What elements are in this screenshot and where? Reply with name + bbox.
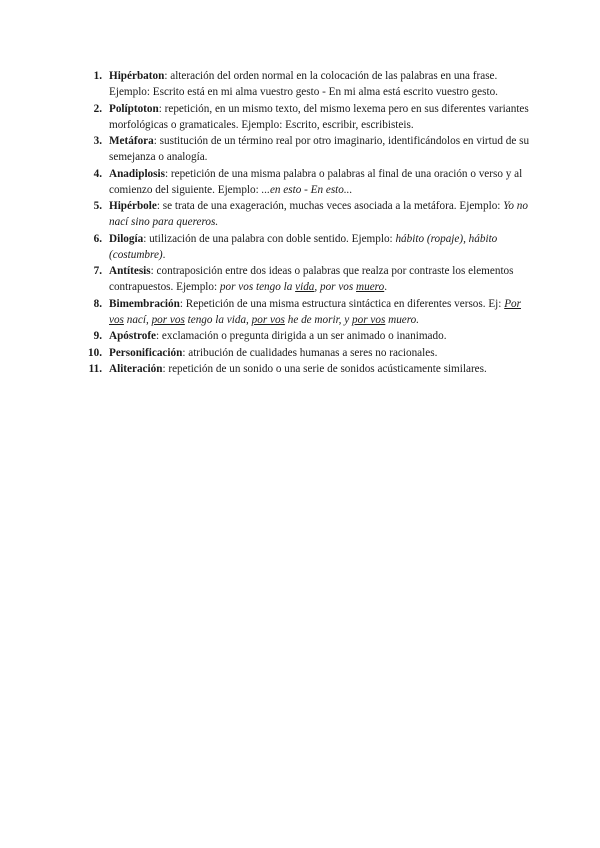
list-item-poliptoton [80, 101, 535, 133]
item-example-end: . [384, 281, 388, 293]
item-example-italic: he de morir, y [284, 313, 353, 326]
item-term: Apóstrofe [109, 330, 157, 342]
item-example-underlined: muero [356, 281, 385, 293]
item-definition: : se trata de una exageración, muchas veces asociada a la metáfora. Ejemplo: [156, 200, 504, 212]
item-number: 8. [93, 297, 102, 310]
item-number: 6. [93, 232, 102, 245]
item-definition: : atribución de cualidades humanas a seres no racionales. [182, 346, 438, 359]
list-item-aliteracion [80, 361, 535, 377]
item-example-italic: por vos tengo la [219, 281, 296, 293]
item-term: Bimembración [109, 297, 180, 310]
item-term: Antítesis [109, 265, 151, 277]
item-example-italic: Yo no nací sino para quereros. [109, 200, 528, 228]
item-example-italic: tengo la vida, [184, 313, 252, 326]
list-item-hiperbaton [80, 68, 535, 100]
item-number: 2. [93, 102, 102, 115]
item-number: 4. [93, 167, 102, 180]
item-example-underlined: por vos [151, 313, 185, 326]
item-term: Hipérbole [109, 200, 157, 212]
item-definition: : repetición de un sonido o una serie de sonidos acústicamente similares. [162, 363, 487, 375]
item-example: Ejemplo: Escrito está en mi alma vuestro gesto - En mi alma está escrito vuestro gesto. [109, 86, 498, 98]
list-item-personificacion [80, 345, 535, 361]
item-number: 11. [88, 363, 102, 375]
item-example-italic: muero. [385, 313, 420, 326]
list-item-apostrofe [80, 328, 535, 344]
item-number: 1. [93, 70, 102, 82]
item-definition: : repetición de una misma palabra o palabras al final de una oración o verso y al comienzo del siguiente. Ejemplo: [109, 167, 523, 196]
item-definition: : sustitución de un término real por otro imaginario, identificándolos en virtud de su semejanza o analogía. [109, 135, 530, 163]
list-item-antitesis [80, 263, 535, 295]
item-number: 5. [93, 200, 102, 212]
item-example-underlined: por vos [251, 313, 285, 326]
item-number: 3. [93, 135, 102, 147]
item-example-italic: , por vos [314, 281, 357, 293]
item-definition: : Repetición de una misma estructura sintáctica en diferentes versos. Ej: [179, 297, 505, 310]
list-item-bimembracion [80, 296, 535, 328]
item-number: 7. [93, 265, 102, 277]
item-number: 10. [88, 346, 102, 359]
item-definition: : contraposición entre dos ideas o palabras que realza por contraste los elementos contrapuestos. Ejemplo: [109, 265, 514, 293]
item-example-end: . [162, 248, 166, 261]
item-term: Aliteración [109, 363, 163, 375]
item-term: Metáfora [109, 135, 154, 147]
item-example-italic: hábito (ropaje), hábito (costumbre) [109, 232, 498, 261]
item-example-underlined: por vos [352, 313, 386, 326]
item-definition: : exclamación o pregunta dirigida a un ser animado o inanimado. [156, 330, 447, 342]
list-item-anadiplosis [80, 166, 535, 198]
item-term: Hipérbaton [109, 70, 165, 82]
item-example-underlined: Por vos [109, 297, 521, 326]
item-term: Dilogía [109, 232, 144, 245]
item-term: Anadiplosis [109, 167, 165, 180]
list-item-hiperbole [80, 198, 535, 230]
item-definition: : repetición, en un mismo texto, del mismo lexema pero en sus diferentes variantes morfológicas o gramaticales. Ejemplo: Escrito, escribir, escribisteis. [109, 102, 529, 131]
item-definition: : alteración del orden normal en la colocación de las palabras en una frase. [164, 70, 498, 82]
item-term: Personificación [109, 346, 183, 359]
item-example-italic: nací, [123, 313, 152, 326]
item-example-underlined: vida [295, 281, 315, 293]
item-term: Políptoton [109, 102, 159, 115]
item-example-italic: ...en esto - En esto... [261, 183, 353, 196]
list-item-dilogia [80, 231, 535, 263]
item-number: 9. [93, 330, 102, 342]
list-item-metafora [80, 133, 535, 165]
rhetorical-figures-list [80, 68, 535, 378]
item-definition: : utilización de una palabra con doble sentido. Ejemplo: [143, 232, 396, 245]
